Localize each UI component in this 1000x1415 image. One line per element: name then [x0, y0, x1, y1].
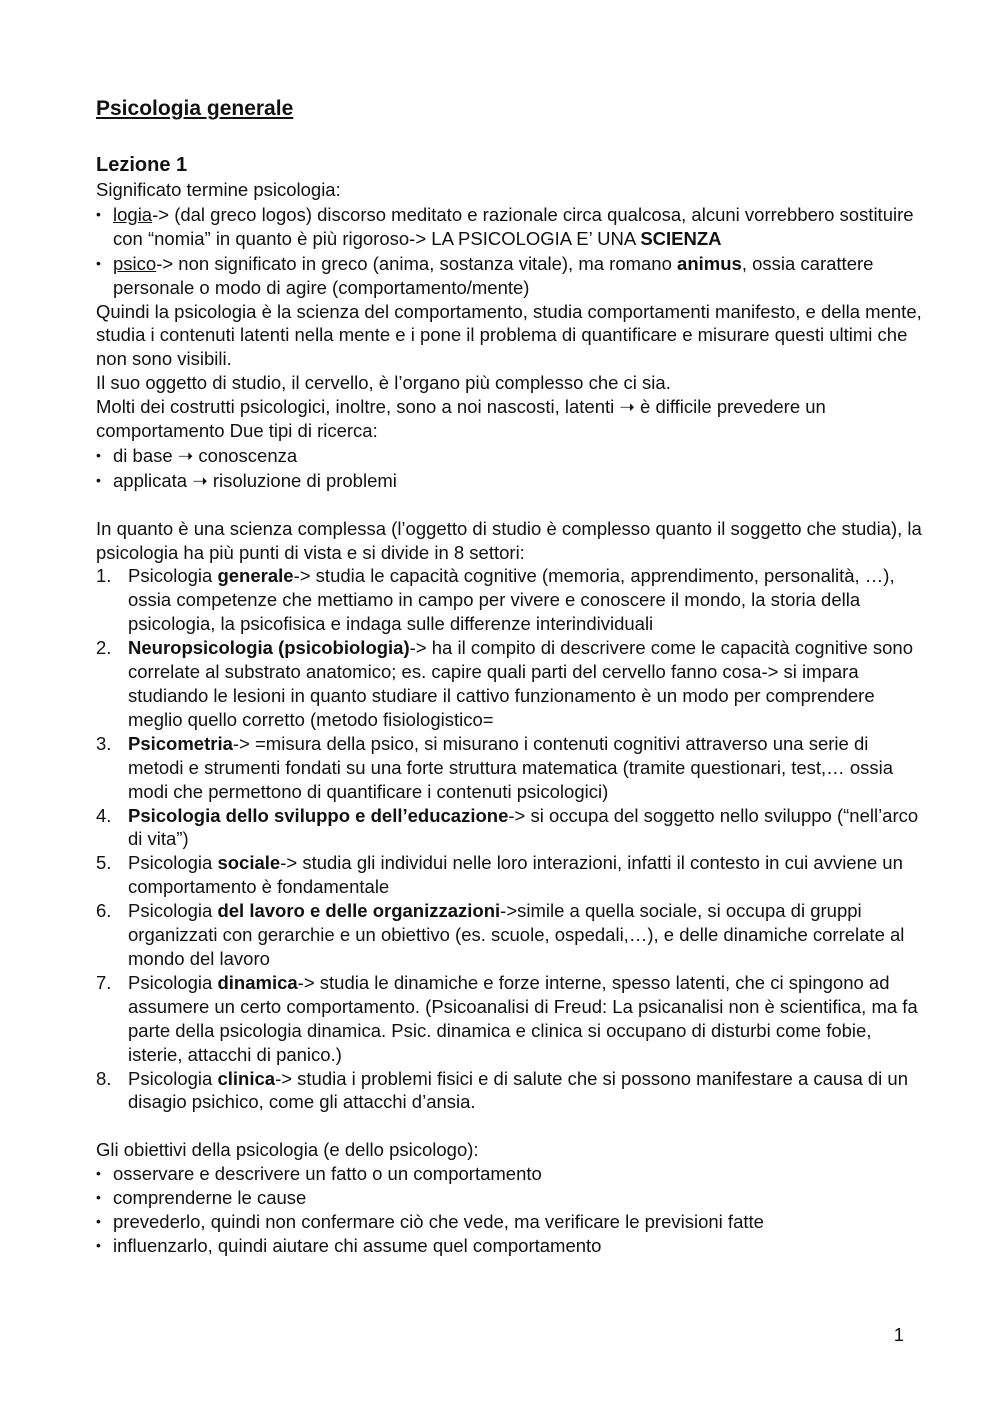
etymology-list [96, 203, 926, 300]
list-item [96, 732, 926, 804]
paragraph: Quindi la psicologia è la scienza del comportamento, studia comportamenti manifesto, e della mente, studia i contenuti latenti nella mente e i pone il problema di quantificare e misurare questi ultimi che non sono visibili. [96, 300, 922, 370]
spacer [96, 1114, 926, 1138]
item-text: -> studia i problemi fisici e di salute che si possono manifestare a causa di un disagio psichico, come gli attacchi d’ansia. [128, 1067, 908, 1113]
item-prefix: Psicologia [128, 852, 218, 874]
item-number: 3. [96, 732, 112, 754]
etymology-term: logia [113, 203, 153, 225]
item-text: -> studia gli individui nelle loro interazioni, infatti il contesto in cui avviene un comportamento è fondamentale [128, 852, 903, 898]
item-prefix: Psicologia [128, 971, 218, 993]
item-text: -> studia le capacità cognitive (memoria, apprendimento, personalità, …), ossia competenze che mettiamo in campo per vivere e conoscere il mondo, la storia della psicologia, la psicofisica e indaga sulle differenze interindividuali [128, 565, 895, 635]
item-prefix: Psicologia [128, 900, 218, 922]
item-number: 4. [96, 804, 112, 826]
sectors-list [96, 564, 926, 1114]
intro-text: Significato termine psicologia: [96, 179, 341, 200]
lesson-heading: Lezione 1 [96, 154, 188, 176]
goals-list [96, 1162, 926, 1258]
paragraph: Il suo oggetto di studio, il cervello, è l’organo più complesso che ci sia. [96, 372, 671, 394]
item-number: 8. [96, 1067, 112, 1089]
etymology-term: psico [113, 252, 157, 274]
list-item [96, 971, 926, 1067]
list-item: • di base ➝ conoscenza [96, 444, 926, 468]
list-item [96, 636, 926, 732]
spacer [96, 493, 926, 517]
list-item: • comprenderne le cause [96, 1186, 926, 1210]
item-bold: clinica [217, 1067, 276, 1089]
item-bold: dinamica [217, 971, 298, 993]
item-number: 5. [96, 852, 112, 874]
etymology-text: -> non significato in greco (anima, sostanza vitale), ma romano [156, 252, 678, 274]
etymology-bold: SCIENZA [640, 227, 722, 249]
document-page [96, 94, 926, 1258]
list-item: • osservare e descrivere un fatto o un comportamento [96, 1162, 926, 1186]
item-prefix: Psicologia [128, 565, 218, 587]
list-item [96, 804, 926, 852]
item-number: 6. [96, 900, 112, 922]
item-text: ->simile a quella sociale, si occupa di gruppi organizzati con gerarchie e un obiettivo (es. scuole, ospedali,…), e delle dinamiche correlate al mondo del lavoro [128, 900, 905, 969]
item-prefix: Psicologia [128, 1067, 218, 1089]
list-item: • influenzarlo, quindi aiutare chi assume quel comportamento [96, 1234, 926, 1258]
research-types-list [96, 444, 926, 493]
item-text: -> studia le dinamiche e forze interne, spesso latenti, che ci spingono ad assumere un certo comportamento. (Psicoanalisi di Freud: La psicanalisi non è scientifica, ma fa parte della psicologia dinamica. Psic. dinamica e clinica si occupano di disturbi come fobie, isterie, attacchi di panico.) [128, 971, 918, 1065]
document-title: Psicologia generale [96, 97, 294, 120]
item-number: 7. [96, 971, 112, 993]
item-text: -> si occupa del soggetto nello sviluppo (“nell’arco di vita”) [128, 804, 919, 850]
item-bold: Psicometria [128, 732, 233, 754]
etymology-bold: animus [677, 252, 742, 274]
etymology-text: -> (dal greco logos) discorso meditato e razionale circa qualcosa, alcuni vorrebbero sostituire con “nomia” in quanto è più rigoroso-> LA PSICOLOGIA E’ UNA [113, 203, 914, 249]
list-item [96, 899, 926, 971]
item-text: -> ha il compito di descrivere come le capacità cognitive sono correlate al substrato anatomico; es. capire quali parti del cervello fanno cosa-> si impara studiando le lesioni in quanto studiare il cattivo funzionamento è un modo per comprendere meglio quello corretto (metodo fisiologistico= [128, 637, 913, 730]
list-item: • applicata ➝ risoluzione di problemi [96, 469, 926, 493]
list-item: • prevederlo, quindi non confermare ciò che vede, ma verificare le previsioni fatte [96, 1210, 926, 1234]
item-bold: Neuropsicologia (psicobiologia) [128, 637, 410, 659]
item-bold: generale [217, 565, 294, 587]
list-item [96, 203, 926, 251]
list-item [96, 851, 926, 899]
item-number: 1. [96, 565, 112, 587]
goals-intro: Gli obiettivi della psicologia (e dello psicologo): [96, 1139, 479, 1161]
list-item [96, 1067, 926, 1115]
page-number: 1 [893, 1324, 904, 1345]
paragraph: Molti dei costrutti psicologici, inoltre, sono a noi nascosti, latenti ➝ è difficile prevedere un comportamento Due tipi di ricerca: [96, 396, 826, 442]
sectors-intro: In quanto è una scienza complessa (l’oggetto di studio è complesso quanto il soggetto che studia), la psicologia ha più punti di vista e si divide in 8 settori: [96, 517, 922, 563]
list-item [96, 564, 926, 636]
item-text: -> =misura della psico, si misurano i contenuti cognitivi attraverso una serie di metodi e strumenti fondati su una forte struttura matematica (tramite questionari, test,… ossia modi che permettono di quantificare i contenuti psicologici) [128, 732, 894, 802]
item-number: 2. [96, 637, 112, 659]
etymology-after: , ossia carattere personale o modo di agire (comportamento/mente) [113, 252, 874, 298]
item-bold: sociale [217, 852, 281, 874]
item-bold: del lavoro e delle organizzazioni [217, 900, 501, 922]
list-item [96, 252, 926, 300]
item-bold: Psicologia dello sviluppo e dell’educazione [128, 804, 509, 826]
